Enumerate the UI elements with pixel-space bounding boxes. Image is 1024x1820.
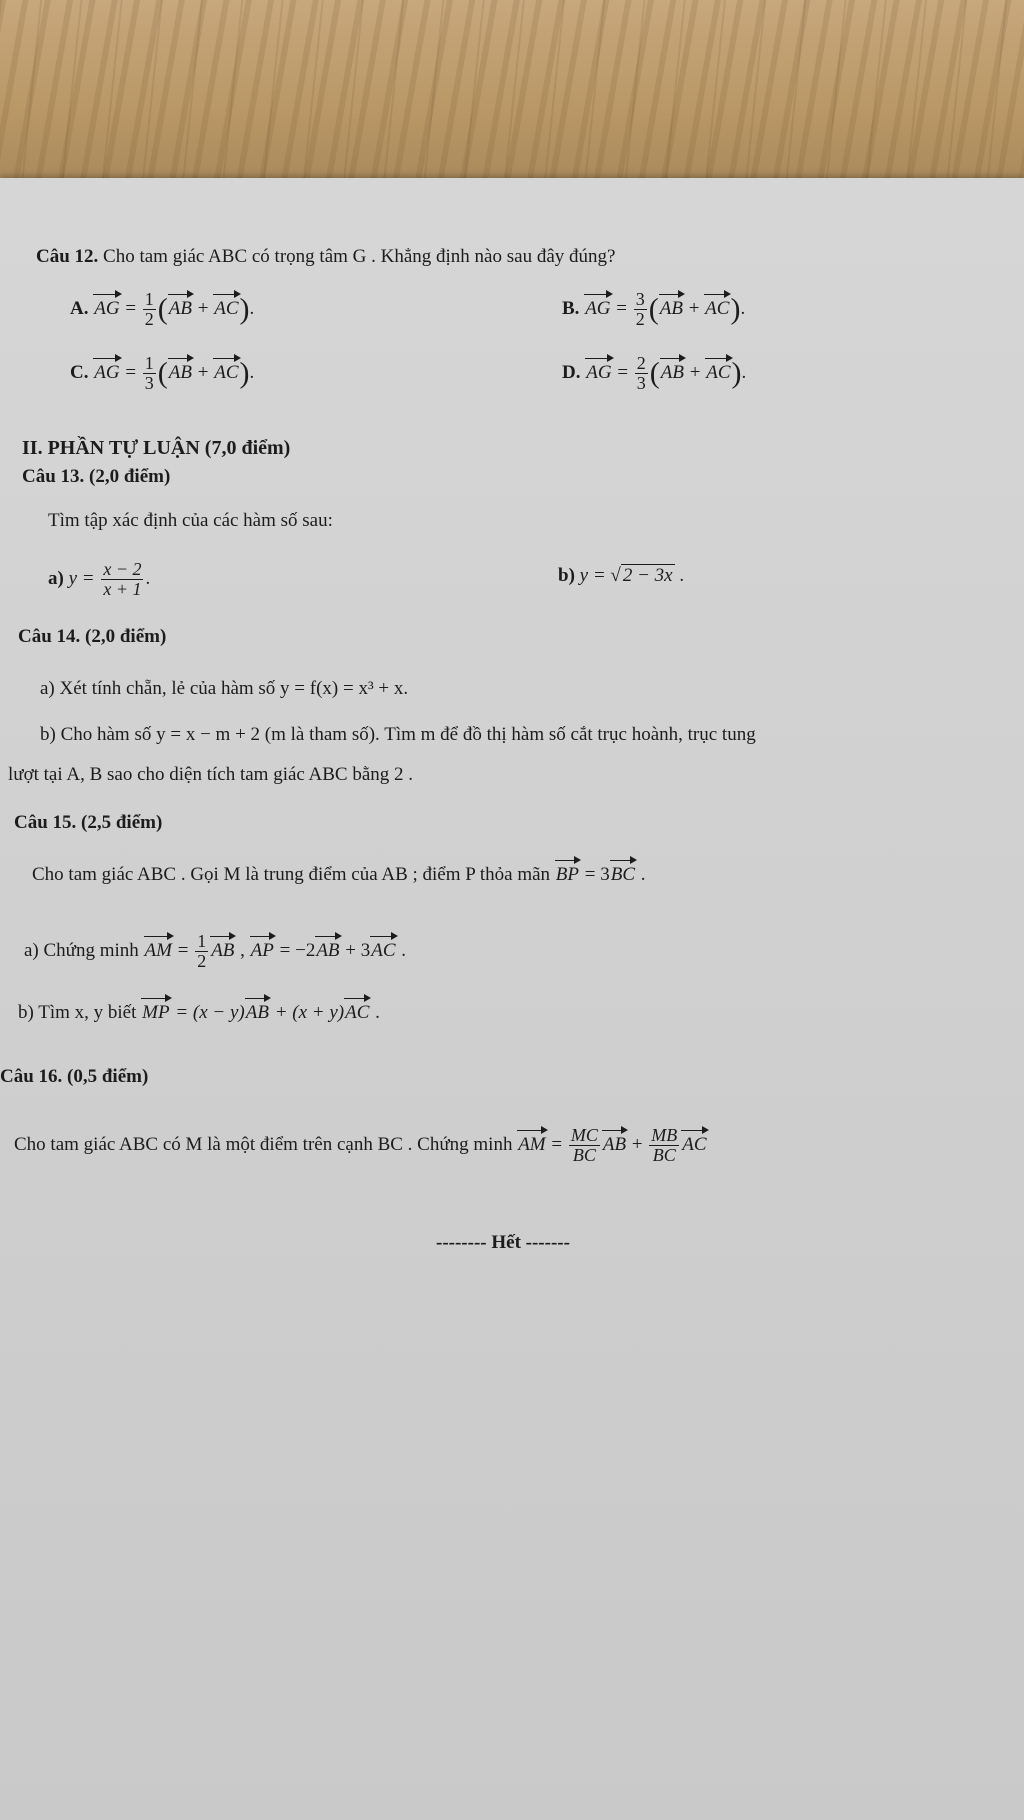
q14-part-b: b) Cho hàm số y = x − m + 2 (m là tham số). Tìm m để đồ thị hàm số cắt trục hoành, trục tung <box>40 724 756 745</box>
q13-part-a: a) y = $\frac{x - 2}{x + 1}$ . <box>48 559 151 599</box>
wooden-desk-background <box>0 0 1024 186</box>
q13-part-b: b) y = √ 2 − 3x . <box>558 565 685 586</box>
section-title: II. PHẦN TỰ LUẬN (7,0 điểm) <box>22 437 291 459</box>
q14-heading: Câu 14. (2,0 điểm) <box>18 626 167 647</box>
end-marker: -------- Hết ------- <box>436 1232 570 1253</box>
exam-paper <box>0 178 1024 1820</box>
q12-option-d: D. AG = $\frac{2}{3}$ (AB + AC). <box>562 353 747 393</box>
q13-prompt: Tìm tập xác định của các hàm số sau: <box>48 510 333 531</box>
q15-part-b: b) Tìm x, y biết MP = (x − y)AB + (x + y)AC . <box>18 1002 380 1023</box>
q12-question: Câu 12. Cho tam giác ABC có trọng tâm G . Khẳng định nào sau đây đúng? <box>36 246 616 267</box>
q12-option-b: B. AG = $\frac{3}{2}$ (AB + AC). <box>562 289 746 329</box>
q14-part-a: a) Xét tính chẵn, lẻ của hàm số y = f(x) = x³ + x. <box>40 678 409 699</box>
q16-statement: Cho tam giác ABC có M là một điểm trên cạnh BC . Chứng minh AM = $\frac{MC}{BC}$ AB + $\frac{MB}{BC}$ AC <box>14 1126 707 1165</box>
q15-intro: Cho tam giác ABC . Gọi M là trung điểm của AB ; điểm P thỏa mãn BP = 3BC . <box>32 864 646 885</box>
q16-heading: Câu 16. (0,5 điểm) <box>0 1066 149 1087</box>
q14-part-b-continued: lượt tại A, B sao cho diện tích tam giác ABC bằng 2 . <box>8 764 414 785</box>
q15-heading: Câu 15. (2,5 điểm) <box>14 812 163 833</box>
q13-heading: Câu 13. (2,0 điểm) <box>22 466 171 487</box>
q12-option-c: C. AG = $\frac{1}{3}$ (AB + AC). <box>70 353 255 393</box>
q12-option-a: A. AG = $\frac{1}{2}$ (AB + AC). <box>70 289 255 329</box>
q15-part-a: a) Chứng minh AM = $\frac{1}{2}$ AB , AP = −2AB + 3AC . <box>24 931 407 971</box>
